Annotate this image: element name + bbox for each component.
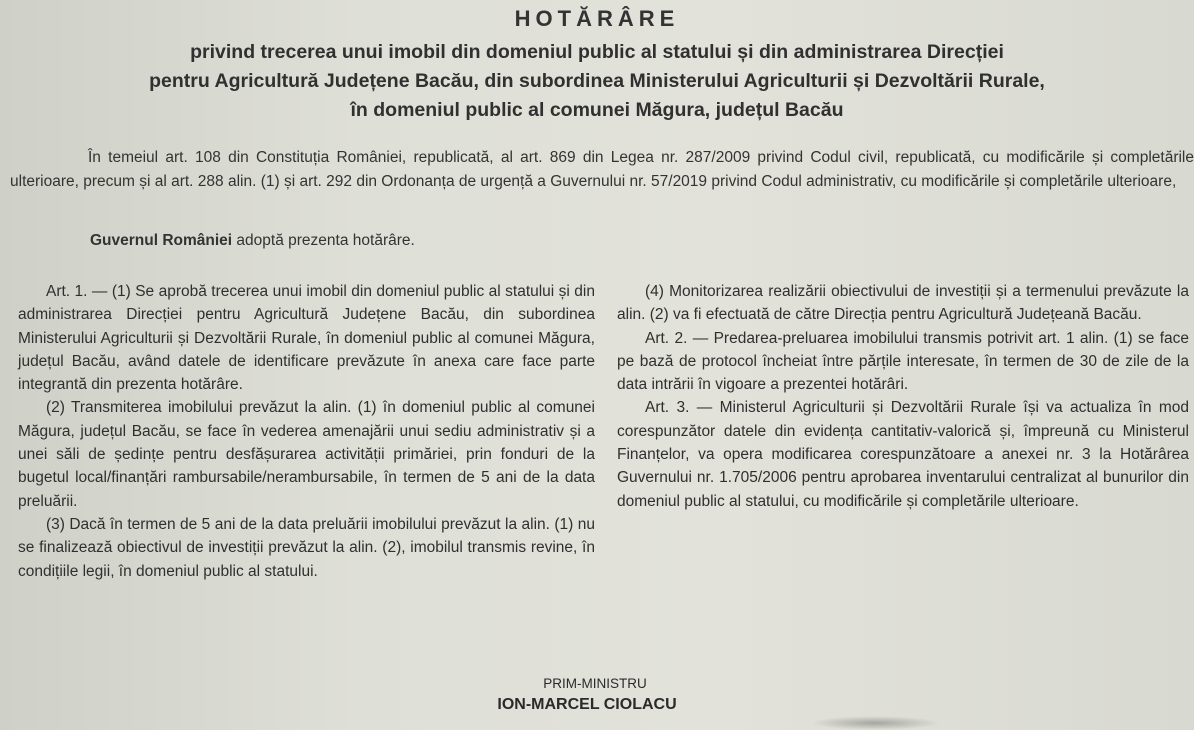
- preamble-text: În temeiul art. 108 din Constituția României, republicată, al art. 869 din Legea nr. 287/2009 privind Codul civil, republicată, cu modificările și completările ulterioare, precum și al art. 288 alin. (1) și art. 292 din Ordonanța de urgență a Guvernului nr. 57/2019 privind Codul administrativ, cu modificările și completările ulterioare,: [10, 149, 1194, 190]
- article-3: Art. 3. — Ministerul Agriculturii și Dezvoltării Rurale își va actualiza în mod corespunzător datele din evidența cantitativ-valorică și, împreună cu Ministerul Finanțelor, va opera modificarea corespunzătoare a anexei nr. 3 la Hotărârea Guvernului nr. 1.705/2006 pentru aprobarea inventarului centralizat al bunurilor din domeniul public al statului, cu modificările și completările ulterioare.: [617, 399, 1189, 510]
- adoption-statement: [90, 232, 415, 250]
- article-2: Art. 2. — Predarea-preluarea imobilului transmis potrivit art. 1 alin. (1) se face pe bază de protocol încheiat între părțile interesate, în termen de 30 de zile de la data intrării în vigoare a prezentei hotărâri.: [617, 329, 1189, 394]
- subtitle-line: privind trecerea unui imobil din domeniul public al statului și din administrarea Direcției: [190, 41, 1004, 63]
- adoption-subject: Guvernul României: [90, 232, 233, 249]
- signature-name: ION-MARCEL CIOLACU: [497, 696, 677, 713]
- article-1-paragraph-2: (2) Transmiterea imobilului prevăzut la alin. (1) în domeniul public al comunei Măgura, județul Bacău, se face în vederea amenajării unui sediu administrativ și a unei săli de ședințe pentru desfășurarea activității primăriei, prin fonduri de la bugetul local/finanțări rambursabile/nerambursabile, în termen de 5 ani de la data preluării.: [18, 399, 595, 510]
- subtitle-line: pentru Agricultură Județene Bacău, din subordinea Ministerului Agriculturii și Dezvoltării Rurale,: [149, 70, 1045, 92]
- left-column: [18, 280, 595, 583]
- preamble: [10, 146, 1194, 194]
- document-subtitle: [10, 38, 1184, 125]
- subtitle-line: în domeniul public al comunei Măgura, județul Bacău: [350, 99, 844, 121]
- article-1-paragraph-3: (3) Dacă în termen de 5 ani de la data preluării imobilului prevăzut la alin. (1) nu se finalizează obiectivul de investiții prevăzut la alin. (2), imobilul transmis revine, în condițiile legii, în domeniul public al statului.: [18, 515, 595, 580]
- cropped-text-smudge: [810, 716, 940, 730]
- document-title: HOTĂRÂRE: [514, 6, 680, 31]
- adoption-rest: adoptă prezenta hotărâre.: [232, 232, 415, 249]
- signature-role: PRIM-MINISTRU: [543, 676, 647, 691]
- right-column: [617, 280, 1189, 513]
- article-1-paragraph-1: Art. 1. — (1) Se aprobă trecerea unui imobil din domeniul public al statului și din administrarea Direcției pentru Agricultură Județene Bacău, din subordinea Ministerului Agriculturii și Dezvoltării Rurale, în domeniul public al comunei Măgura, județul Bacău, având datele de identificare prevăzute în anexa care face parte integrantă din prezenta hotărâre.: [18, 283, 595, 394]
- article-1-paragraph-4: (4) Monitorizarea realizării obiectivului de investiții și a termenului prevăzute la alin. (2) va fi efectuată de către Direcția pentru Agricultură Județeană Bacău.: [617, 283, 1189, 324]
